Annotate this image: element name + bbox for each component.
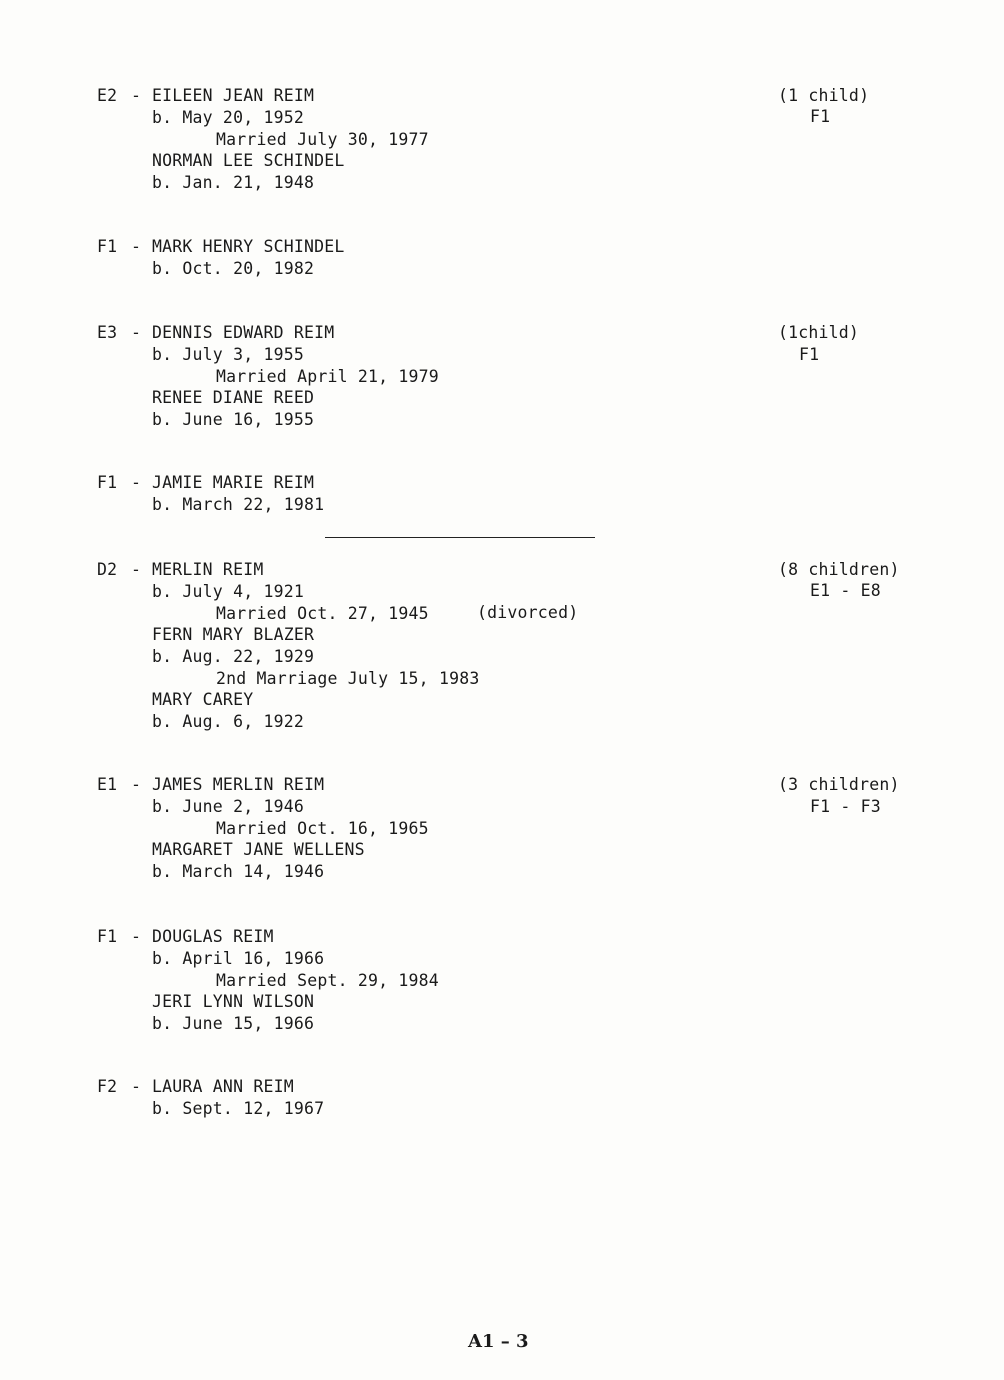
marriage-date: Married Sept. 29, 1984 <box>216 971 439 990</box>
generation-code: E2 <box>97 86 118 105</box>
spouse-birth-date: b. March 14, 1946 <box>152 862 325 881</box>
marriage-status: (divorced) <box>477 603 579 622</box>
person-name: EILEEN JEAN REIM <box>152 86 315 105</box>
person-name: MERLIN REIM <box>152 560 264 579</box>
children-count: (1 child) <box>778 86 870 105</box>
birth-date: b. Oct. 20, 1982 <box>152 259 315 278</box>
spouse-name: FERN MARY BLAZER <box>152 625 315 644</box>
person-name: JAMIE MARIE REIM <box>152 473 315 492</box>
spouse-birth-date: b. Jan. 21, 1948 <box>152 173 315 192</box>
birth-date: b. March 22, 1981 <box>152 495 325 514</box>
person-name: DOUGLAS REIM <box>152 927 274 946</box>
marriage-date: Married July 30, 1977 <box>216 130 429 149</box>
marriage-date: Married April 21, 1979 <box>216 367 439 386</box>
children-range: E1 - E8 <box>810 581 881 600</box>
generation-code: F1 <box>97 927 118 946</box>
marriage-date: Married Oct. 27, 1945 <box>216 604 429 623</box>
children-count: (8 children) <box>778 560 900 579</box>
birth-date: b. June 2, 1946 <box>152 797 305 816</box>
dash: - <box>131 1077 142 1096</box>
generation-code: F2 <box>97 1077 118 1096</box>
children-range: F1 - F3 <box>810 797 881 816</box>
generation-code: E1 <box>97 775 118 794</box>
birth-date: b. July 3, 1955 <box>152 345 305 364</box>
person-name: MARK HENRY SCHINDEL <box>152 237 345 256</box>
dash: - <box>131 927 142 946</box>
dash: - <box>131 323 142 342</box>
spouse-name: RENEE DIANE REED <box>152 388 315 407</box>
spouse-birth-date: b. June 16, 1955 <box>152 410 315 429</box>
birth-date: b. Sept. 12, 1967 <box>152 1099 325 1118</box>
spouse-name: MARGARET JANE WELLENS <box>152 840 365 859</box>
person-name: DENNIS EDWARD REIM <box>152 323 335 342</box>
spouse-name: JERI LYNN WILSON <box>152 992 315 1011</box>
page-number: A1 – 3 <box>468 1331 529 1352</box>
birth-date: b. April 16, 1966 <box>152 949 325 968</box>
spouse-name: NORMAN LEE SCHINDEL <box>152 151 345 170</box>
spouse-birth-date: b. June 15, 1966 <box>152 1014 315 1033</box>
dash: - <box>131 473 142 492</box>
generation-code: F1 <box>97 473 118 492</box>
marriage-date: Married Oct. 16, 1965 <box>216 819 429 838</box>
second-spouse-birth-date: b. Aug. 6, 1922 <box>152 712 305 731</box>
generation-code: D2 <box>97 560 118 579</box>
second-marriage-date: 2nd Marriage July 15, 1983 <box>216 669 480 688</box>
spouse-birth-date: b. Aug. 22, 1929 <box>152 647 315 666</box>
generation-code: E3 <box>97 323 118 342</box>
person-name: LAURA ANN REIM <box>152 1077 294 1096</box>
section-divider <box>325 537 595 538</box>
second-spouse-name: MARY CAREY <box>152 690 254 709</box>
children-range: F1 <box>810 107 831 126</box>
children-count: (3 children) <box>778 775 900 794</box>
person-name: JAMES MERLIN REIM <box>152 775 325 794</box>
dash: - <box>131 86 142 105</box>
children-count: (1child) <box>778 323 860 342</box>
children-range: F1 <box>799 345 820 364</box>
birth-date: b. July 4, 1921 <box>152 582 305 601</box>
generation-code: F1 <box>97 237 118 256</box>
dash: - <box>131 560 142 579</box>
dash: - <box>131 775 142 794</box>
birth-date: b. May 20, 1952 <box>152 108 305 127</box>
dash: - <box>131 237 142 256</box>
